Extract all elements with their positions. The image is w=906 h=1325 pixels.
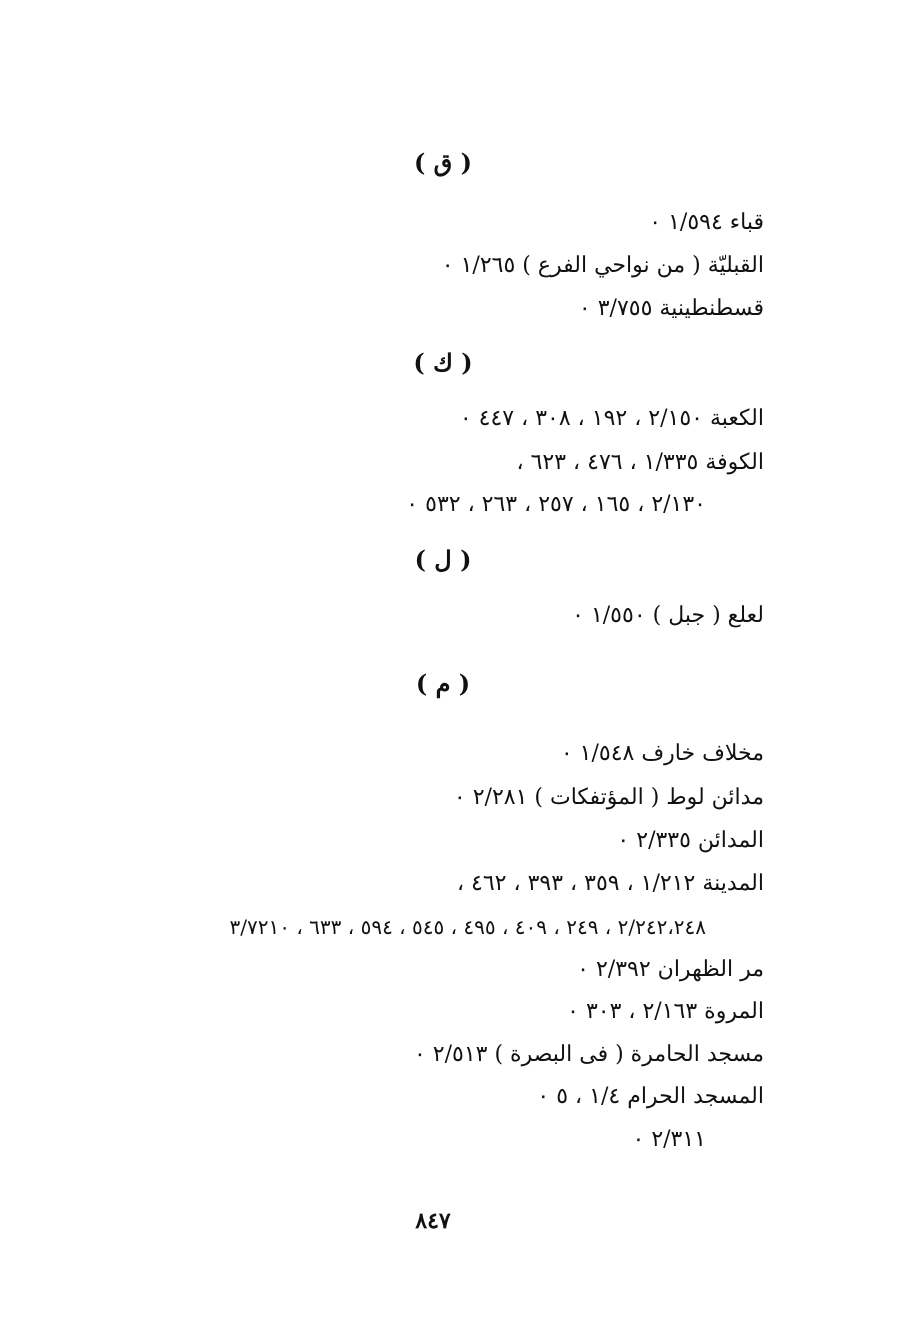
- index-entry: القبليّة ( من نواحي الفرع ) ١/٢٦٥ ٠: [441, 253, 764, 278]
- section-heading-qaf: ( ق ): [413, 148, 473, 177]
- index-entry: مسجد الحامرة ( فى البصرة ) ٢/٥١٣ ٠: [413, 1042, 764, 1067]
- index-entry: مخلاف خارف ١/٥٤٨ ٠: [560, 741, 764, 766]
- index-entry: قسطنطينية ٣/٧٥٥ ٠: [578, 296, 764, 321]
- index-entry: المدينة ١/٢١٢ ، ٣٥٩ ، ٣٩٣ ، ٤٦٢ ،: [456, 871, 764, 896]
- index-entry-continuation: ٢/٢٤٢،٢٤٨ ، ٢٤٩ ، ٤٠٩ ، ٤٩٥ ، ٥٤٥ ، ٥٩٤ ، ٦٣٣ ، ٣/٧٢١٠: [229, 915, 706, 939]
- section-heading-kaf: ( ك ): [413, 348, 473, 377]
- index-entry: مدائن لوط ( المؤتفكات ) ٢/٢٨١ ٠: [453, 785, 764, 810]
- index-entry-continuation: ٢/١٣٠ ، ١٦٥ ، ٢٥٧ ، ٢٦٣ ، ٥٣٢ ٠: [406, 492, 706, 517]
- section-heading-lam: ( ل ): [414, 545, 472, 574]
- section-heading-mim: ( م ): [415, 669, 471, 698]
- index-entry: الكوفة ١/٣٣٥ ، ٤٧٦ ، ٦٢٣ ،: [516, 450, 764, 475]
- index-entry: المسجد الحرام ١/٤ ، ٥ ٠: [537, 1084, 764, 1109]
- page-number: ٨٤٧: [415, 1208, 451, 1234]
- index-entry: المدائن ٢/٣٣٥ ٠: [617, 828, 764, 853]
- index-entry-continuation: ٢/٣١١ ٠: [632, 1127, 706, 1152]
- index-entry: الكعبة ٢/١٥٠ ، ١٩٢ ، ٣٠٨ ، ٤٤٧ ٠: [459, 406, 764, 431]
- index-entry: قباء ١/٥٩٤ ٠: [649, 210, 764, 235]
- index-entry: المروة ٢/١٦٣ ، ٣٠٣ ٠: [567, 999, 764, 1024]
- index-entry: لعلع ( جبل ) ١/٥٥٠ ٠: [572, 603, 764, 628]
- index-entry: مر الظهران ٢/٣٩٢ ٠: [577, 957, 764, 982]
